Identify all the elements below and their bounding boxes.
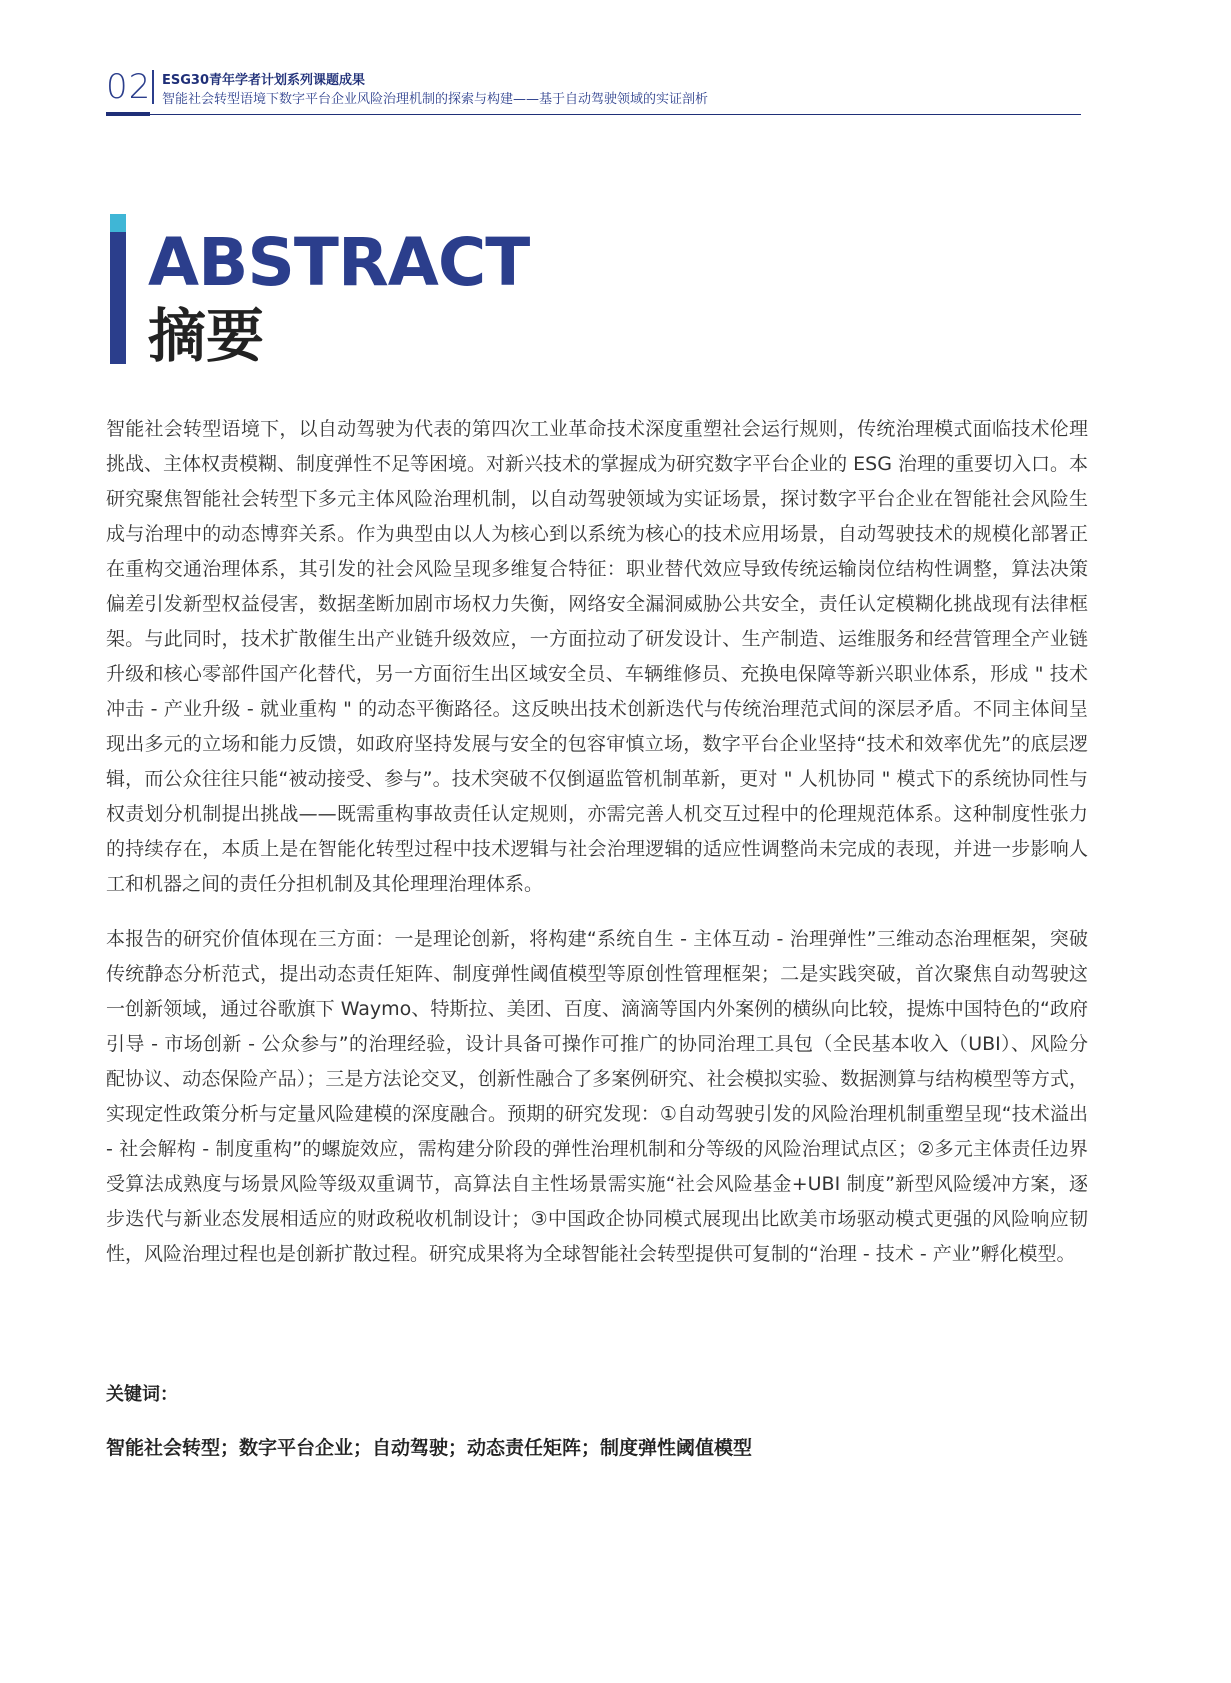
section-side-bar (110, 214, 126, 364)
keywords-label: 关键词： (106, 1384, 178, 1405)
abstract-paragraph-1: 智能社会转型语境下，以自动驾驶为代表的第四次工业革命技术深度重塑社会运行规则，传统治理模式面临技术伦理挑战、主体权责模糊、制度弹性不足等困境。对新兴技术的掌握成为研究数字平台企业的 ESG 治理的重要切入口。本研究聚焦智能社会转型下多元主体风险治理机制，以自动驾驶领域为实证场景，探讨数字平台企业在智能社会风险生成与治理中的动态博弈关系。作为典型由以人为核心到以系统为核心的技术应用场景，自动驾驶技术的规模化部署正在重构交通治理体系，其引发的社会风险呈现多维复合特征：职业替代效应导致传统运输岗位结构性调整，算法决策偏差引发新型权益侵害，数据垄断加剧市场权力失衡，网络安全漏洞威胁公共安全，责任认定模糊化挑战现有法律框架。与此同时，技术扩散催生出产业链升级效应，一方面拉动了研发设计、生产制造、运维服务和经营管理全产业链升级和核心零部件国产化替代，另一方面衍生出区域安全员、车辆维修员、充换电保障等新兴职业体系，形成 " 技术冲击 - 产业升级 - 就业重构 " 的动态平衡路径。这反映出技术创新迭代与传统治理范式间的深层矛盾。不同主体间呈现出多元的立场和能力反馈，如政府坚持发展与安全的包容审慎立场，数字平台企业坚持“技术和效率优先”的底层逻辑，而公众往往只能“被动接受、参与”。技术突破不仅倒逼监管机制革新，更对 " 人机协同 " 模式下的系统协同性与权责划分机制提出挑战——既需重构事故责任认定规则，亦需完善人机交互过程中的伦理规范体系。这种制度性张力的持续存在，本质上是在智能化转型过程中技术逻辑与社会治理逻辑的适应性调整尚未完成的表现，并进一步影响人工和机器之间的责任分担机制及其伦理理治理体系。 (106, 418, 1088, 895)
page-number: 02 (106, 67, 152, 107)
series-title: ESG30青年学者计划系列课题成果 (162, 73, 366, 88)
abstract-paragraph-2: 本报告的研究价值体现在三方面：一是理论创新，将构建“系统自生 - 主体互动 - 治理弹性”三维动态治理框架，突破传统静态分析范式，提出动态责任矩阵、制度弹性阈值模型等原创性管理框架；二是实践突破，首次聚焦自动驾驶这一创新领域，通过谷歌旗下 Waymo、特斯拉、美团、百度、滴滴等国内外案例的横纵向比较，提炼中国特色的“政府引导 - 市场创新 - 公众参与”的治理经验，设计具备可操作可推广的协同治理工具包（全民基本收入（UBI）、风险分配协议、动态保险产品）；三是方法论交叉，创新性融合了多案例研究、社会模拟实验、数据测算与结构模型等方式，实现定性政策分析与定量风险建模的深度融合。预期的研究发现：①自动驾驶引发的风险治理机制重塑呈现“技术溢出 - 社会解构 - 制度重构”的螺旋效应，需构建分阶段的弹性治理机制和分等级的风险治理试点区；②多元主体责任边界受算法成熟度与场景风险等级双重调节，高算法自主性场景需实施“社会风险基金+UBI 制度”新型风险缓冲方案，逐步迭代与新业态发展相适应的财政税收机制设计；③中国政企协同模式展现出比欧美市场驱动模式更强的风险响应韧性，风险治理过程也是创新扩散过程。研究成果将为全球智能社会转型提供可复制的“治理 - 技术 - 产业”孵化模型。 (106, 928, 1088, 1265)
page-header (106, 66, 1081, 118)
section-side-bar-accent (110, 214, 126, 232)
header-rule-accent (106, 112, 150, 116)
section-title-en: ABSTRACT (148, 224, 530, 301)
section-title-zh: 摘要 (148, 302, 265, 370)
report-title: 智能社会转型语境下数字平台企业风险治理机制的探索与构建——基于自动驾驶领域的实证剖析 (162, 92, 709, 107)
keywords-values: 智能社会转型；数字平台企业；自动驾驶；动态责任矩阵；制度弹性阈值模型 (106, 1437, 753, 1459)
header-divider (152, 70, 154, 104)
header-rule (106, 114, 1081, 115)
